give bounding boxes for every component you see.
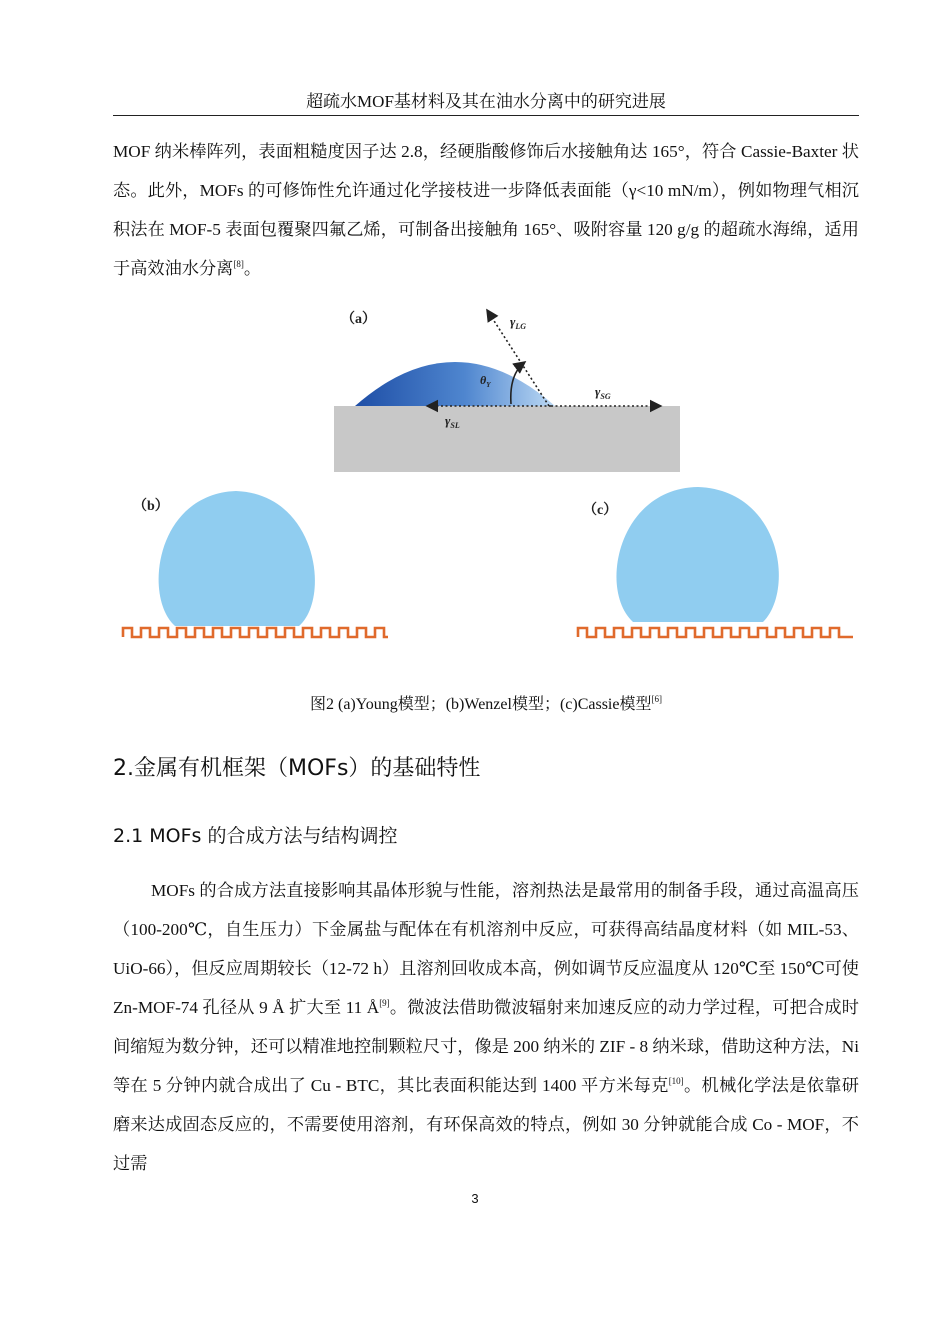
- figure-2: [113, 298, 859, 658]
- young-substrate: [334, 406, 680, 472]
- gamma-lg-label: $\gamma_{LG}$: [510, 314, 527, 331]
- gamma-sl-label: $\gamma_{SL}$: [445, 413, 460, 430]
- section-2-1-heading: 2.1 MOFs 的合成方法与结构调控: [113, 825, 398, 847]
- gamma-sg-label: $\gamma_{SG}$: [595, 384, 611, 401]
- cassie-droplet: [616, 487, 778, 622]
- wenzel-droplet: [159, 491, 315, 626]
- synthesis-text-3: 。机械化学法是依靠研磨来达成固态反应的，不需要使用溶剂，有环保高效的特点，例如 30 分钟就能合成 Co - MOF，不过需: [113, 1076, 859, 1173]
- figure-caption: [113, 693, 859, 717]
- page-number: 3: [471, 1191, 479, 1206]
- synthesis-text-2: 。微波法借助微波辐射来加速反应的动力学过程，可把合成时间缩短为数分钟，还可以精准地控制颗粒尺寸，像是 200 纳米的 ZIF - 8 纳米球，借助这种方法，Ni 等在 5 分钟内就合成出了 Cu - BTC，其比表面积能达到 1400 平方米每克: [113, 998, 859, 1095]
- citation-8: [8]: [233, 259, 244, 269]
- intro-text-1: MOF 纳米棒阵列，表面粗糙度因子达 2.8，经硬脂酸修饰后水接触角达 165°，符合 Cassie-Baxter 状态。此外，MOFs 的可修饰性允许通过化学接枝进一步降低表面能（γ<10 mN/m），例如物理气相沉积法在 MOF-5 表面包覆聚四氟乙烯，可制备出接触角 165°、吸附容量 120 g/g 的超疏水海绵，适用于高效油水分离: [113, 142, 859, 278]
- theta-y-label: $\theta_Y$: [480, 373, 491, 389]
- cassie-rough-surface: [578, 628, 853, 637]
- intro-paragraph: [113, 132, 859, 288]
- header-rule: [113, 115, 859, 116]
- panel-c-label: （c）: [583, 503, 618, 518]
- running-header: 超疏水MOF基材料及其在油水分离中的研究进展: [306, 92, 666, 111]
- section-2-heading: 2.金属有机框架（MOFs）的基础特性: [113, 756, 481, 781]
- citation-9: [9]: [379, 998, 390, 1008]
- caption-text: 图2 (a)Young模型；(b)Wenzel模型；(c)Cassie模型: [310, 696, 652, 713]
- panel-b-label: （b）: [133, 499, 169, 514]
- citation-10: [10]: [668, 1076, 684, 1086]
- synthesis-text-1: MOFs 的合成方法直接影响其晶体形貌与性能，溶剂热法是最常用的制备手段，通过高温高压（100-200℃，自生压力）下金属盐与配体在有机溶剂中反应，可获得高结晶度材料（如 MIL-53、UiO-66），但反应周期较长（12-72 h）且溶剂回收成本高，例如调节反应温度从 120℃至 150℃可使 Zn-MOF-74 孔径从 9 Å 扩大至 11 Å: [113, 881, 859, 1017]
- panel-a-label: （a）: [341, 312, 376, 327]
- young-droplet: [355, 362, 555, 406]
- figure-2-graphic: [113, 298, 859, 658]
- intro-text-2: 。: [243, 259, 262, 278]
- citation-6: [6]: [651, 694, 662, 704]
- wenzel-rough-surface: [123, 628, 388, 637]
- synthesis-paragraph: [113, 871, 859, 1183]
